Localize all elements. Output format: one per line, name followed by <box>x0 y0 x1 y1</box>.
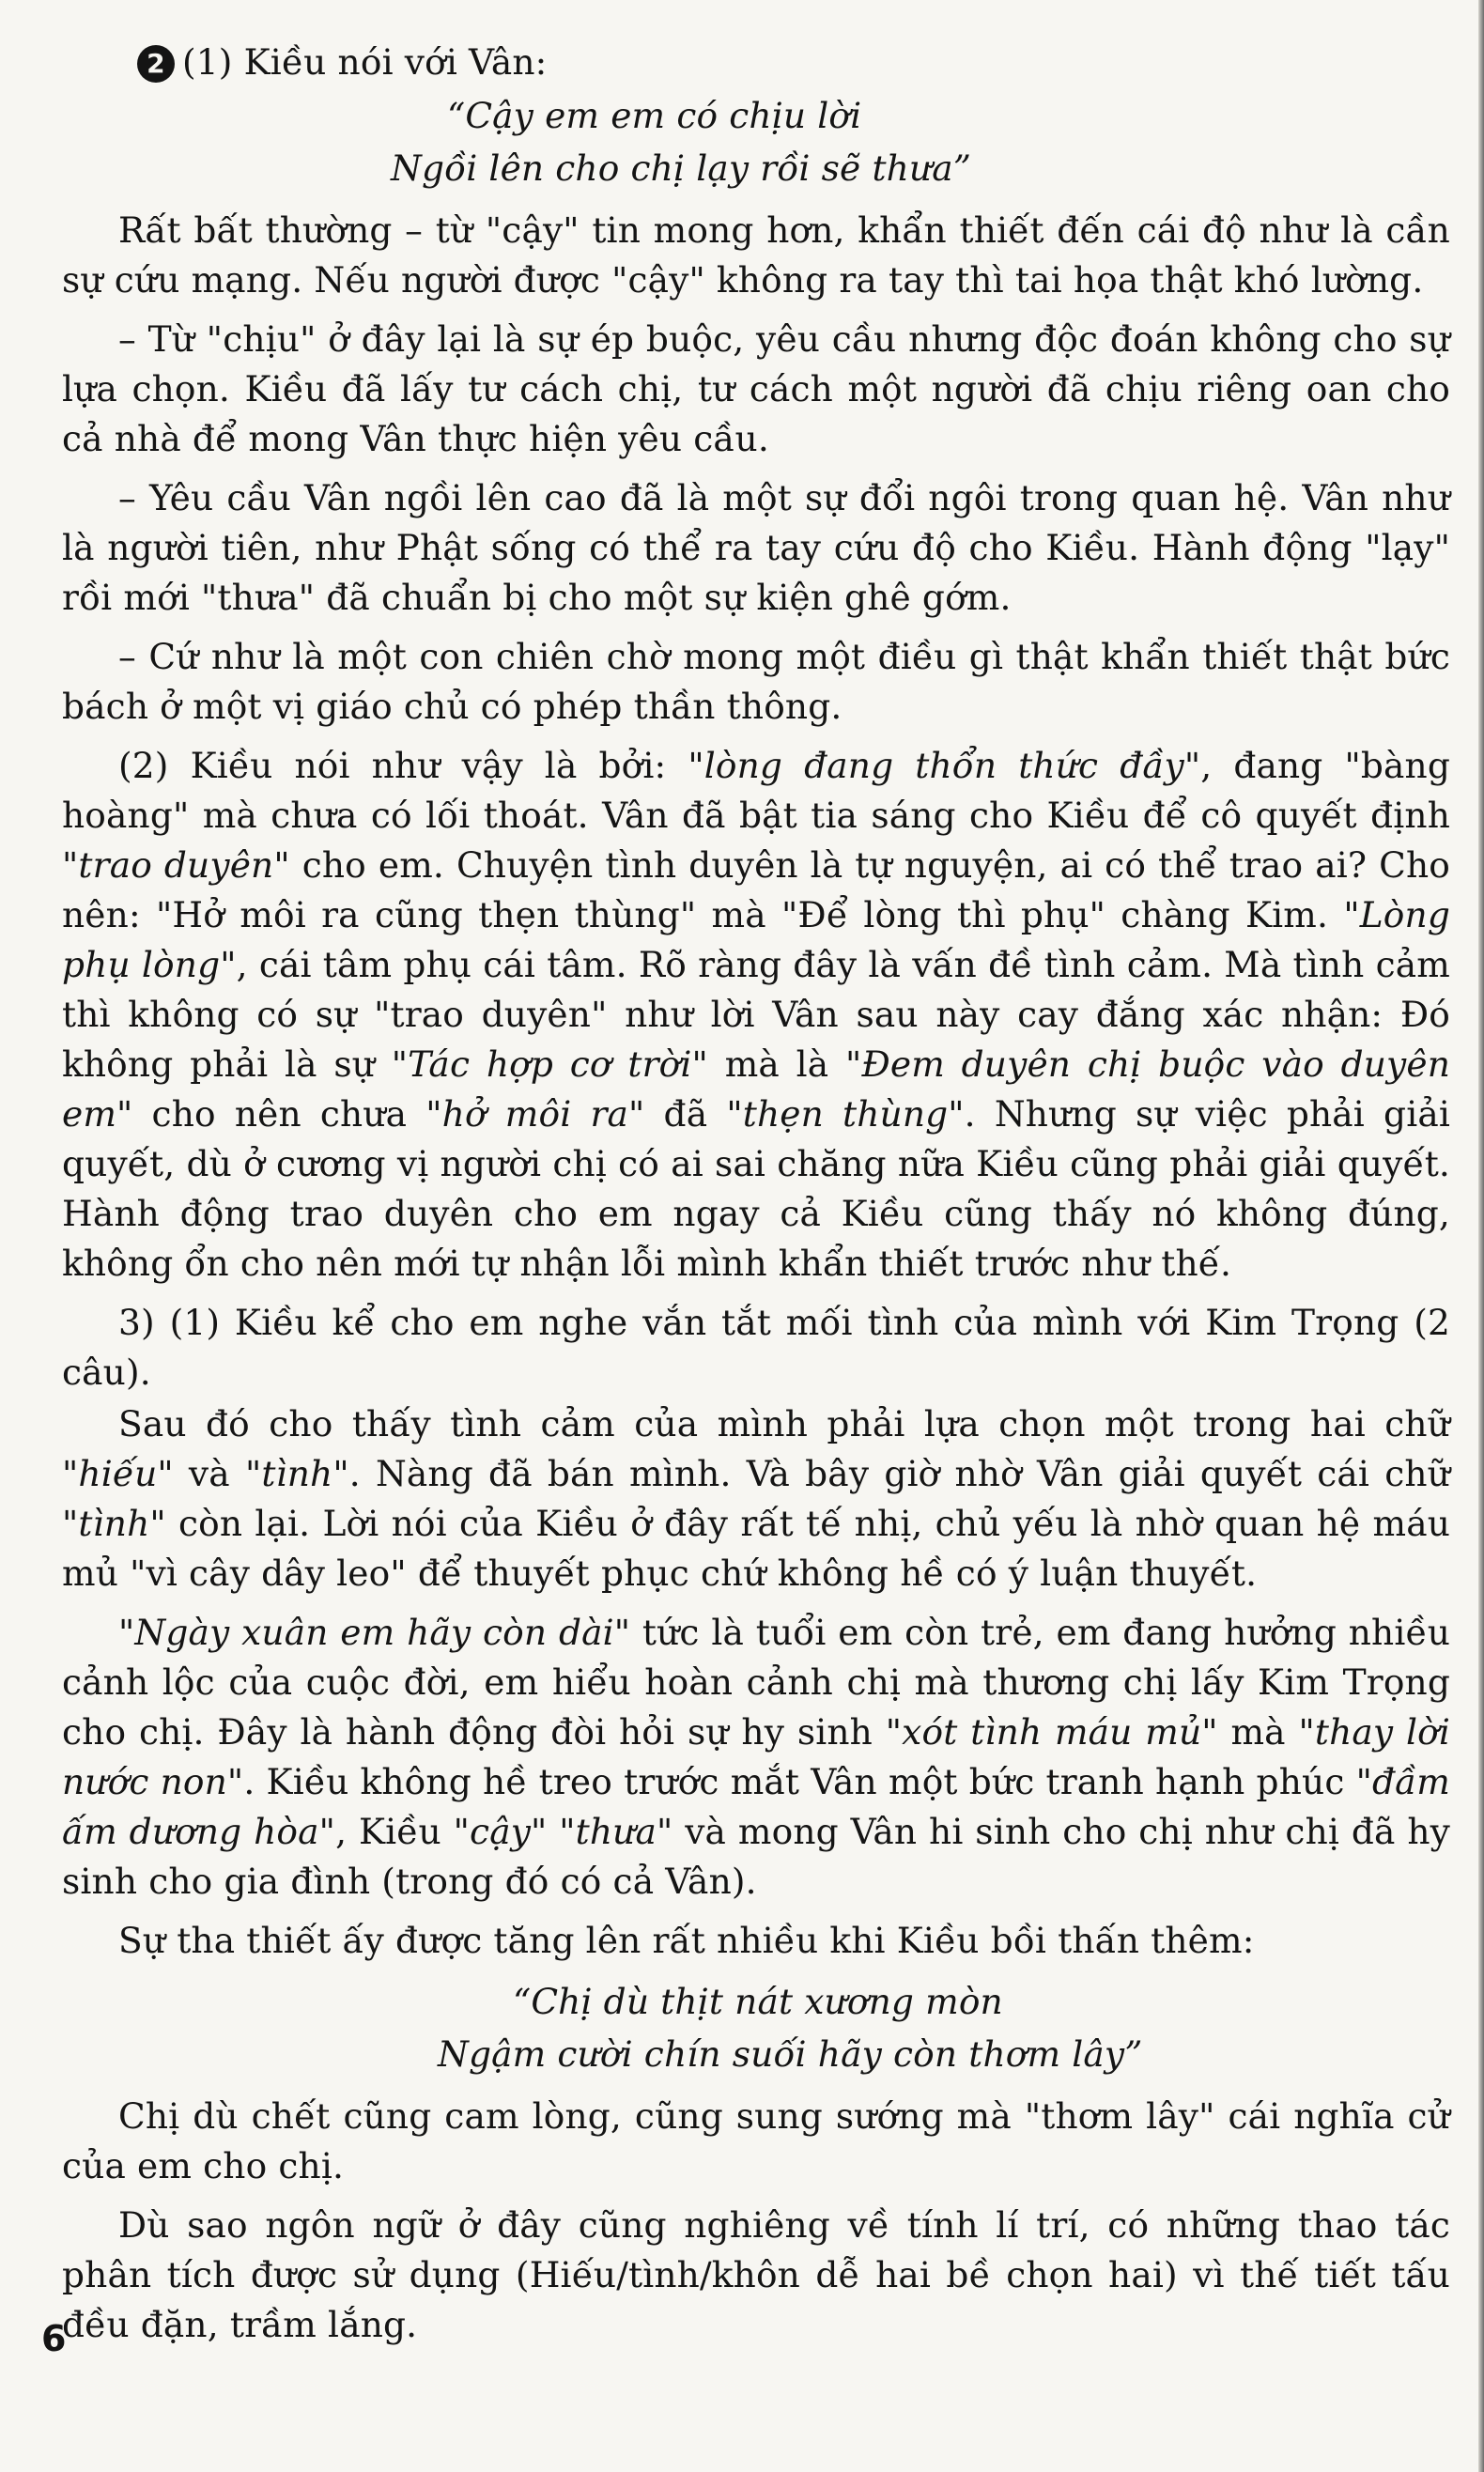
text-run: . Kiều không hề treo trước mắt Vân một bức tranh hạnh phúc <box>243 1761 1356 1802</box>
section-3-paragraph-1 <box>62 1399 1450 1599</box>
italic-quote: "tình" <box>244 1453 349 1494</box>
italic-quote: "hiếu" <box>62 1453 174 1494</box>
text-run: mà <box>1217 1711 1299 1753</box>
page-content <box>62 38 1450 2359</box>
section-2-paragraph-5 <box>62 741 1450 1289</box>
section-2-heading <box>62 38 1450 87</box>
text-run: . Nhưng sự việc phải giải quyết, dù ở cương vị người chị có ai sai chăng nữa Kiều cũng phải giải quyết. Hành động trao duyên cho em ngay cả Kiều cũng thấy nó không đúng, không ổn cho nên mới tự nhận lỗi mình khẩn thiết trước như thế. <box>62 1093 1450 1284</box>
verse-line-1: “Chị dù thịt nát xương mòn <box>513 1981 1003 2022</box>
italic-quote: "Lòng phụ lòng" <box>62 894 1450 985</box>
section-3-paragraph-5: Dù sao ngôn ngữ ở đây cũng nghiêng về tính lí trí, có những thao tác phân tích được sử dụng (Hiếu/tình/khôn dễ hai bề chọn hai) vì thế tiết tấu đều đặn, trầm lắng. <box>62 2204 1450 2345</box>
italic-quote: "thay lời nước non" <box>62 1711 1451 1802</box>
text-run: và mong Vân hi sinh cho chị như chị đã hy sinh cho gia đình (trong đó có cả Vân). <box>62 1811 1450 1902</box>
section-3-paragraph-2 <box>62 1608 1450 1907</box>
italic-quote: "đầm ấm dương hòa" <box>62 1761 1450 1852</box>
italic-quote: "Đem duyên chị buộc vào duyên em" <box>62 1043 1450 1135</box>
text-run: , đang "bàng hoàng" mà chưa có lối thoát. Vân đã bật tia sáng cho Kiều để cô quyết định <box>62 745 1451 836</box>
italic-quote: "Ngày xuân em hãy còn dài" <box>118 1612 631 1653</box>
page-edge-shadow <box>1478 0 1484 2472</box>
verse-line-2: Ngồi lên cho chị lạy rồi sẽ thưa” <box>391 147 972 189</box>
italic-quote: "lòng đang thổn thức đầy" <box>688 745 1201 786</box>
italic-quote: "trao duyên" <box>62 844 290 886</box>
text-run: , Kiều <box>335 1811 454 1852</box>
text-run: còn lại. Lời nói của Kiều ở đây rất tế nhị, chủ yếu là nhờ quan hệ máu mủ "vì cây dây leo" để thuyết phục chứ không hề có ý luận thuyết. <box>62 1503 1450 1594</box>
section-2-paragraph-1: Rất bất thường – từ "cậy" tin mong hơn, khẩn thiết đến cái độ như là cần sự cứu mạng. Nếu người được "cậy" không ra tay thì tai họa thật khó lường. <box>62 209 1450 301</box>
section-2-paragraph-2: – Từ "chịu" ở đây lại là sự ép buộc, yêu cầu nhưng độc đoán không cho sự lựa chọn. Kiều đã lấy tư cách chị, tư cách một người đã chịu riêng oan cho cả nhà để mong Vân thực hiện yêu cầu. <box>62 318 1450 459</box>
italic-quote: "cậy" "thưa" <box>453 1811 673 1852</box>
text-run: tức là tuổi em còn trẻ, em đang hưởng nhiều cảnh lộc của cuộc đời, em hiểu hoàn cảnh chị mà thương chị lấy Kim Trọng cho chị. Đây là hành động đòi hỏi sự hy sinh <box>62 1612 1451 1753</box>
italic-quote: "hở môi ra" <box>425 1093 645 1135</box>
section-2-paragraph-3: – Yêu cầu Vân ngồi lên cao đã là một sự đổi ngôi trong quan hệ. Vân như là người tiên, như Phật sống có thể ra tay cứu độ cho Kiều. Hành động "lạy" rồi mới "thưa" đã chuẩn bị cho một sự kiện ghê gớm. <box>62 477 1450 618</box>
section-3-heading: 3) (1) Kiều kể cho em nghe vắn tắt mối tình của mình với Kim Trọng (2 câu). <box>62 1302 1450 1393</box>
page-number: 6 <box>41 2318 67 2359</box>
text-run: và <box>173 1453 245 1494</box>
italic-quote: "xót tình máu mủ" <box>885 1711 1218 1753</box>
number-2-marker: 2 <box>137 45 175 83</box>
section-3-paragraph-3: Sự tha thiết ấy được tăng lên rất nhiều khi Kiều bồi thấn thêm: <box>118 1920 1255 1961</box>
italic-quote: "thẹn thùng" <box>726 1093 965 1135</box>
section-3-paragraph-4: Chị dù chết cũng cam lòng, cũng sung sướng mà "thơm lây" cái nghĩa cử của em cho chị. <box>62 2095 1450 2186</box>
section-2-paragraph-4: – Cứ như là một con chiên chờ mong một điều gì thật khẩn thiết thật bức bách ở một vị giáo chủ có phép thần thông. <box>62 636 1450 727</box>
text-run: mà là <box>707 1043 846 1085</box>
verse-line-1: “Cậy em em có chịu lời <box>447 95 862 136</box>
text-run: đã <box>644 1093 727 1135</box>
section-2-verse <box>62 89 1450 194</box>
verse-line-2: Ngậm cười chín suối hãy còn thơm lây” <box>438 2033 1143 2075</box>
italic-quote: "Tác hợp cơ trời" <box>391 1043 708 1085</box>
text-run: . Nàng đã bán mình. Và bây giờ nhờ Vân giải quyết cái chữ <box>348 1453 1450 1494</box>
text-run: cho em. Chuyện tình duyên là tự nguyện, ai có thể trao ai? Cho nên: "Hở môi ra cũng thẹn thùng" mà "Để lòng thì phụ" chàng Kim. <box>62 844 1450 935</box>
text-run: , cái tâm phụ cái tâm. Rõ ràng đây là vấn đề tình cảm. Mà tình cảm thì không có sự "trao duyên" như lời Vân sau này cay đắng xác nhận: Đó không phải là sự <box>62 944 1450 1085</box>
text-run: Sau đó cho thấy tình cảm của mình phải lựa chọn một trong hai chữ <box>118 1403 1450 1445</box>
text-run: cho nên chưa <box>132 1093 426 1135</box>
italic-quote: "tình" <box>62 1503 166 1544</box>
section-2-heading-text: (1) Kiều nói với Vân: <box>182 41 548 83</box>
text-run: (2) Kiều nói như vậy là bởi: <box>118 745 688 786</box>
section-3-verse <box>62 1975 1450 2080</box>
